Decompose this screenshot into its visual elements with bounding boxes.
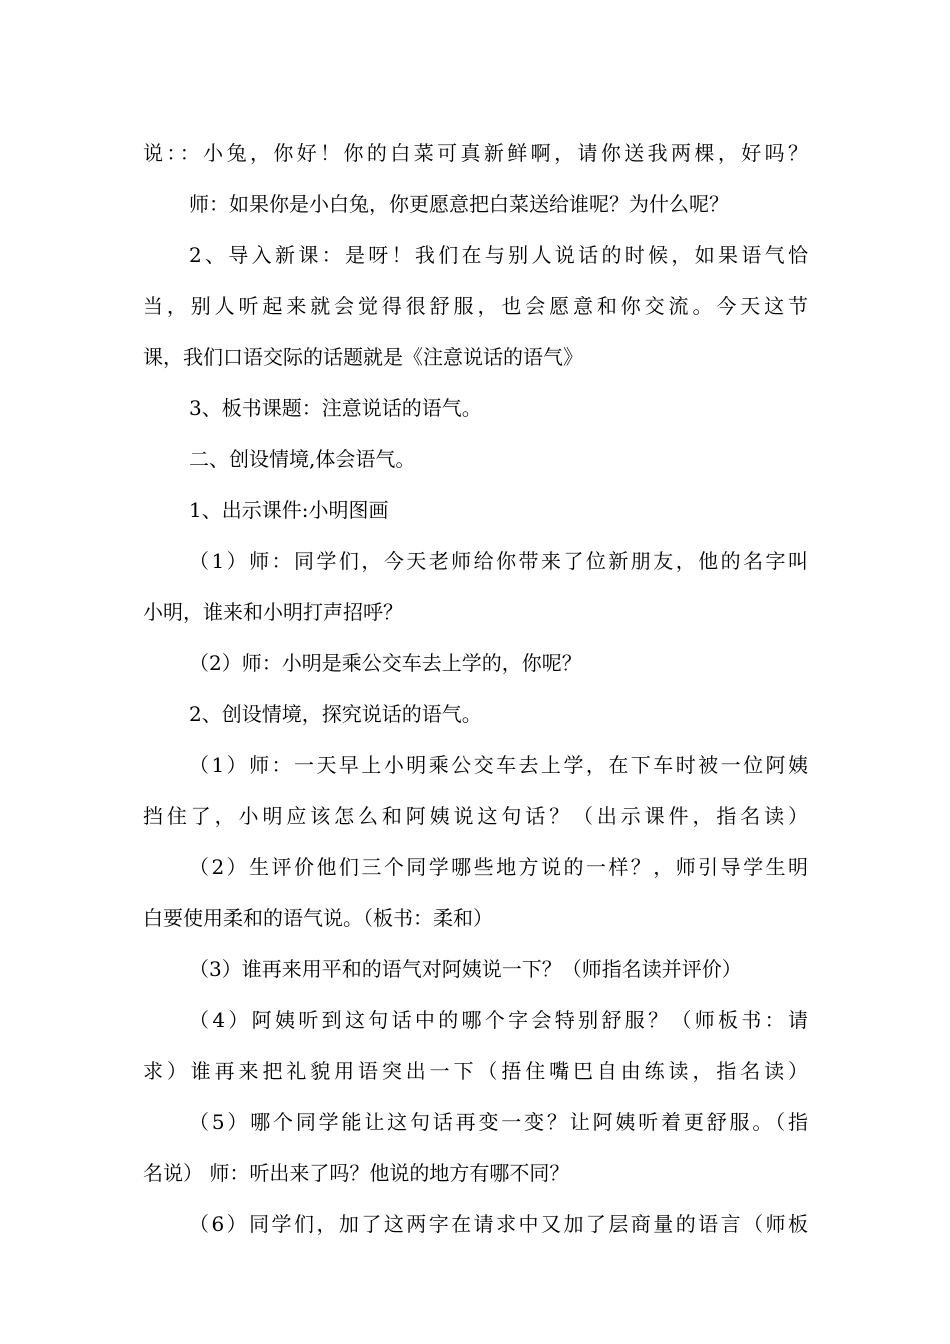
text-line: （5）哪个同学能让这句话再变一变？让阿姨听着更舒服。（指 xyxy=(189,1110,808,1134)
text-line: 1、出示课件:小明图画 xyxy=(189,498,389,522)
text-line: 师：如果你是小白兔，你更愿意把白菜送给谁呢？为什么呢？ xyxy=(189,192,729,216)
text-line: 课，我们口语交际的话题就是《注意说话的语气》 xyxy=(143,345,583,369)
text-line: 当，别人听起来就会觉得很舒服，也会愿意和你交流。今天这节 xyxy=(143,294,808,318)
text-line: 小明，谁来和小明打声招呼？ xyxy=(143,600,403,624)
text-line: 白要使用柔和的语气说。（板书：柔和） xyxy=(143,906,493,930)
text-line: （3）谁再来用平和的语气对阿姨说一下？（师指名读并评价） xyxy=(189,957,742,981)
text-line: 3、板书课题：注意说话的语气。 xyxy=(189,396,482,420)
text-line: 挡住了，小明应该怎么和阿姨说这句话？（出示课件，指名读） xyxy=(143,804,808,828)
text-line: （6）同学们，加了这两字在请求中又加了层商量的语言（师板 xyxy=(189,1212,808,1236)
text-line: （1）师：同学们，今天老师给你带来了位新朋友，他的名字叫 xyxy=(189,549,808,573)
text-line: （2）师：小明是乘公交车去上学的，你呢？ xyxy=(189,651,582,675)
text-line: 2、导入新课：是呀！我们在与别人说话的时候，如果语气恰 xyxy=(189,243,808,267)
text-line: 说：：小兔，你好！你的白菜可真新鲜啊，请你送我两棵，好吗？ xyxy=(143,141,808,165)
text-line: （4）阿姨听到这句话中的哪个字会特别舒服？（师板书：请 xyxy=(189,1008,808,1032)
text-line: 2、创设情境，探究说话的语气。 xyxy=(189,702,482,726)
document-body xyxy=(143,128,808,1250)
section-heading: 二、创设情境,体会语气。 xyxy=(189,447,416,471)
text-line: （1）师：一天早上小明乘公交车去上学，在下车时被一位阿姨 xyxy=(189,753,808,777)
text-line: （2）生评价他们三个同学哪些地方说的一样？，师引导学生明 xyxy=(189,855,808,879)
text-line: 求）谁再来把礼貌用语突出一下（捂住嘴巴自由练读，指名读） xyxy=(143,1059,808,1083)
text-line: 名说） 师：听出来了吗？他说的地方有哪不同？ xyxy=(143,1161,570,1185)
